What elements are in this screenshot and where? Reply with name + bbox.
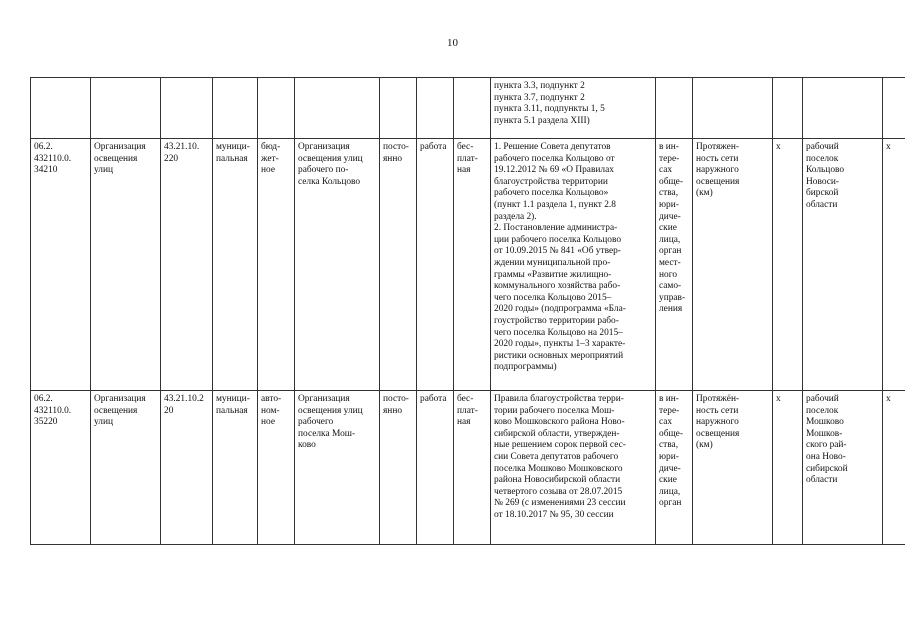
cell-text-line: ристики основных мероприятий xyxy=(494,350,624,361)
cell-text-line: юри- xyxy=(659,199,679,210)
cell-text-line: гоустройство территории рабо- xyxy=(494,315,619,326)
cell-text-line: граммы «Развитие жилищно- xyxy=(494,269,612,280)
cell-text-line: пункта 5.1 раздела XIII) xyxy=(494,115,590,126)
cell-text-line: само- xyxy=(659,281,682,292)
table-row xyxy=(31,78,905,139)
cell-text-line: 06.2. xyxy=(34,394,53,404)
cell-text: х xyxy=(886,142,891,152)
cell-text-line: Мошков- xyxy=(806,428,843,439)
x-mark-cell xyxy=(773,139,803,391)
cell-text-line: Кольцово xyxy=(806,165,845,176)
x-mark-cell xyxy=(773,391,803,545)
cell-text-line: ная xyxy=(457,417,471,428)
cell-text-line: сибирской области, утвержден- xyxy=(494,428,620,439)
institution-name-cell xyxy=(295,78,380,139)
cell-text-line: подпрограммы) xyxy=(494,362,557,373)
cell-text-line: раздела 2). xyxy=(494,211,537,222)
cell-text-line: лица, xyxy=(659,486,681,497)
cell-text-line: наружного xyxy=(696,165,739,176)
cell-text-line: плат- xyxy=(457,405,478,416)
registry-table xyxy=(30,77,905,545)
cell-text-line: пункта 3.11, подпункты 1, 5 xyxy=(494,104,605,115)
cell-text-line: поселка Мош- xyxy=(298,428,356,439)
x-mark-cell xyxy=(773,78,803,139)
cell-text-line: тории рабочего поселка Мош- xyxy=(494,405,615,416)
cell-text-line: чего поселка Кольцово 2015– xyxy=(494,292,612,303)
consumers-cell xyxy=(656,78,693,139)
cell-text-line: рабочий xyxy=(806,142,839,152)
cell-text-line: ства, xyxy=(659,440,679,451)
service-code-cell xyxy=(31,139,91,391)
cell-text-line: посто- xyxy=(383,394,409,404)
cell-text-line: селка Кольцово xyxy=(298,176,361,187)
cell-text-line: 432110.0. xyxy=(34,153,72,164)
cell-text-line: пальная xyxy=(216,153,248,164)
consumers-cell xyxy=(656,139,693,391)
cell-text-line: ции рабочего поселка Кольцово xyxy=(494,234,622,245)
cell-text-line: жет- xyxy=(261,153,279,164)
cell-text-line: лица, xyxy=(659,234,681,245)
cell-text-line: бес- xyxy=(457,142,474,152)
cell-text-line: 43.21.10. xyxy=(164,142,200,152)
x-mark-cell-2 xyxy=(883,78,905,139)
cell-text-line: 432110.0. xyxy=(34,405,72,416)
cell-text-line: Правила благоустройства терри- xyxy=(494,394,624,404)
cell-text-line: 19.12.2012 № 69 «О Правилах xyxy=(494,165,614,176)
cell-text-line: ства, xyxy=(659,188,679,199)
cell-text: х xyxy=(886,394,891,404)
cell-text-line: № 269 (с изменениями 23 сессии xyxy=(494,498,626,509)
cell-text-line: (км) xyxy=(696,440,713,451)
cell-text-line: обще- xyxy=(659,176,683,187)
cell-text-line: ное xyxy=(261,417,275,428)
cell-text-line: янно xyxy=(383,405,403,416)
cell-text-line: ном- xyxy=(261,405,280,416)
finance-type-cell xyxy=(258,78,295,139)
cell-text-line: работа xyxy=(420,142,447,152)
cell-text-line: она Ново- xyxy=(806,451,846,462)
cell-text-line: 35220 xyxy=(34,417,58,428)
cell-text-line: Мошково xyxy=(806,417,844,428)
cell-text-line: 2. Постановление администра- xyxy=(494,223,618,234)
consumers-cell xyxy=(656,391,693,545)
cell-text-line: сибирской xyxy=(806,463,848,474)
cell-text: х xyxy=(776,142,781,152)
indicator-cell xyxy=(693,391,773,545)
finance-type-cell xyxy=(258,391,295,545)
cell-text-line: сах xyxy=(659,165,673,176)
cell-text-line: пункта 3.3, подпункт 2 xyxy=(494,81,585,91)
cell-text-line: освещения улиц xyxy=(298,405,363,416)
table-row xyxy=(31,139,905,391)
cell-text-line: мест- xyxy=(659,257,681,268)
budget-level-cell xyxy=(213,78,258,139)
cell-text-line: ность сети xyxy=(696,153,739,164)
cell-text-line: плат- xyxy=(457,153,478,164)
cell-text-line: Протяжен- xyxy=(696,142,739,152)
cell-text-line: диче- xyxy=(659,211,681,222)
cell-text-line: ное xyxy=(261,165,275,176)
continuity-cell xyxy=(380,391,417,545)
cell-text-line: Протяжён- xyxy=(696,394,740,404)
cell-text-line: (км) xyxy=(696,188,713,199)
cell-text-line: поселок xyxy=(806,153,839,164)
service-code-cell xyxy=(31,78,91,139)
service-name-cell xyxy=(91,139,161,391)
service-type-cell xyxy=(417,78,454,139)
cell-text-line: рабочего поселка Кольцово от xyxy=(494,153,615,164)
cell-text-line: от 18.10.2017 № 95, 30 сессии xyxy=(494,509,614,520)
cell-text-line: Организация xyxy=(298,142,350,152)
indicator-cell xyxy=(693,78,773,139)
cell-text-line: чего поселка Кольцово на 2015– xyxy=(494,327,623,338)
cell-text-line: коммунального хозяйства рабо- xyxy=(494,281,621,292)
cell-text-line: ские xyxy=(659,223,677,234)
cell-text-line: обще- xyxy=(659,428,683,439)
cell-text-line: от 10.09.2015 № 841 «Об утвер- xyxy=(494,246,621,257)
cell-text-line: сии Совета депутатов рабочего xyxy=(494,451,619,462)
cell-text-line: поселка Мошково Мошковского xyxy=(494,463,623,474)
cell-text-line: рабочего xyxy=(298,417,334,428)
cell-text-line: Организация xyxy=(94,142,146,152)
cell-text-line: 20 xyxy=(164,405,174,416)
table-body xyxy=(31,78,905,545)
table-row xyxy=(31,391,905,545)
cell-text-line: муници- xyxy=(216,394,250,404)
cell-text-line: Организация xyxy=(94,394,146,404)
authority-cell xyxy=(803,139,883,391)
cell-text-line: рабочий xyxy=(806,394,839,404)
cell-text-line: посто- xyxy=(383,142,409,152)
cell-text-line: улиц xyxy=(94,417,113,428)
cell-text-line: четвертого созыва от 28.07.2015 xyxy=(494,486,623,497)
page-number: 10 xyxy=(447,37,458,49)
okved-code-cell xyxy=(161,139,213,391)
cell-text-line: освещения улиц xyxy=(298,153,363,164)
cell-text-line: сах xyxy=(659,417,673,428)
cell-text-line: ского рай- xyxy=(806,440,847,451)
service-type-cell xyxy=(417,139,454,391)
cell-text-line: Новоси- xyxy=(806,176,840,187)
continuity-cell xyxy=(380,139,417,391)
budget-level-cell xyxy=(213,139,258,391)
cell-text-line: наружного xyxy=(696,417,739,428)
cell-text-line: орган xyxy=(659,246,682,257)
cell-text-line: области xyxy=(806,199,838,210)
institution-name-cell xyxy=(295,391,380,545)
cell-text-line: управ- xyxy=(659,292,686,303)
cell-text-line: 220 xyxy=(164,153,179,164)
cell-text-line: ная xyxy=(457,165,471,176)
cell-text-line: пункта 3.7, подпункт 2 xyxy=(494,92,585,103)
cell-text-line: 2020 годы» (подпрограмма «Бла- xyxy=(494,304,626,315)
cell-text-line: 34210 xyxy=(34,165,58,176)
cell-text-line: 1. Решение Совета депутатов xyxy=(494,142,611,152)
payment-cell xyxy=(454,139,491,391)
indicator-cell xyxy=(693,139,773,391)
budget-level-cell xyxy=(213,391,258,545)
cell-text-line: ково xyxy=(298,440,316,451)
cell-text-line: янно xyxy=(383,153,403,164)
cell-text-line: работа xyxy=(420,394,447,404)
cell-text-line: ные решением сорок первой сес- xyxy=(494,440,626,451)
cell-text-line: поселок xyxy=(806,405,839,416)
cell-text-line: юри- xyxy=(659,451,679,462)
cell-text-line: авто- xyxy=(261,394,282,404)
cell-text-line: рабочего поселка Кольцово» xyxy=(494,188,609,199)
cell-text-line: пальная xyxy=(216,405,248,416)
cell-text-line: в ин- xyxy=(659,394,679,404)
service-name-cell xyxy=(91,78,161,139)
cell-text-line: Организация xyxy=(298,394,350,404)
legal-basis-cell xyxy=(491,78,656,139)
service-code-cell xyxy=(31,391,91,545)
cell-text-line: освещения xyxy=(696,428,740,439)
cell-text-line: ждении муниципальной про- xyxy=(494,257,611,268)
cell-text-line: ления xyxy=(659,304,683,315)
institution-name-cell xyxy=(295,139,380,391)
payment-cell xyxy=(454,391,491,545)
cell-text-line: бюд- xyxy=(261,142,281,152)
cell-text-line: улиц xyxy=(94,165,113,176)
cell-text-line: области xyxy=(806,475,838,486)
authority-cell xyxy=(803,78,883,139)
service-name-cell xyxy=(91,391,161,545)
cell-text-line: муници- xyxy=(216,142,250,152)
continuity-cell xyxy=(380,78,417,139)
cell-text-line: бирской xyxy=(806,188,839,199)
finance-type-cell xyxy=(258,139,295,391)
cell-text-line: бес- xyxy=(457,394,474,404)
cell-text-line: 06.2. xyxy=(34,142,53,152)
cell-text-line: освещения xyxy=(94,153,138,164)
service-type-cell xyxy=(417,391,454,545)
legal-basis-cell xyxy=(491,391,656,545)
authority-cell xyxy=(803,391,883,545)
cell-text-line: ного xyxy=(659,269,678,280)
cell-text-line: освещения xyxy=(94,405,138,416)
cell-text-line: благоустройства территории xyxy=(494,176,608,187)
cell-text-line: орган xyxy=(659,498,682,509)
x-mark-cell-2 xyxy=(883,391,905,545)
okved-code-cell xyxy=(161,391,213,545)
cell-text-line: ность сети xyxy=(696,405,739,416)
cell-text: х xyxy=(776,394,781,404)
cell-text-line: тере- xyxy=(659,405,680,416)
cell-text-line: ские xyxy=(659,475,677,486)
cell-text-line: 43.21.10.2 xyxy=(164,394,204,404)
cell-text-line: рабочего по- xyxy=(298,165,349,176)
cell-text-line: тере- xyxy=(659,153,680,164)
cell-text-line: (пункт 1.1 раздела 1, пункт 2.8 xyxy=(494,199,616,210)
cell-text-line: 2020 годы», пункты 1–3 характе- xyxy=(494,339,626,350)
cell-text-line: диче- xyxy=(659,463,681,474)
cell-text-line: освещения xyxy=(696,176,740,187)
payment-cell xyxy=(454,78,491,139)
cell-text-line: в ин- xyxy=(659,142,679,152)
cell-text-line: ково Мошковского района Ново- xyxy=(494,417,625,428)
okved-code-cell xyxy=(161,78,213,139)
x-mark-cell-2 xyxy=(883,139,905,391)
legal-basis-cell xyxy=(491,139,656,391)
cell-text-line: района Новосибирской области xyxy=(494,475,621,486)
